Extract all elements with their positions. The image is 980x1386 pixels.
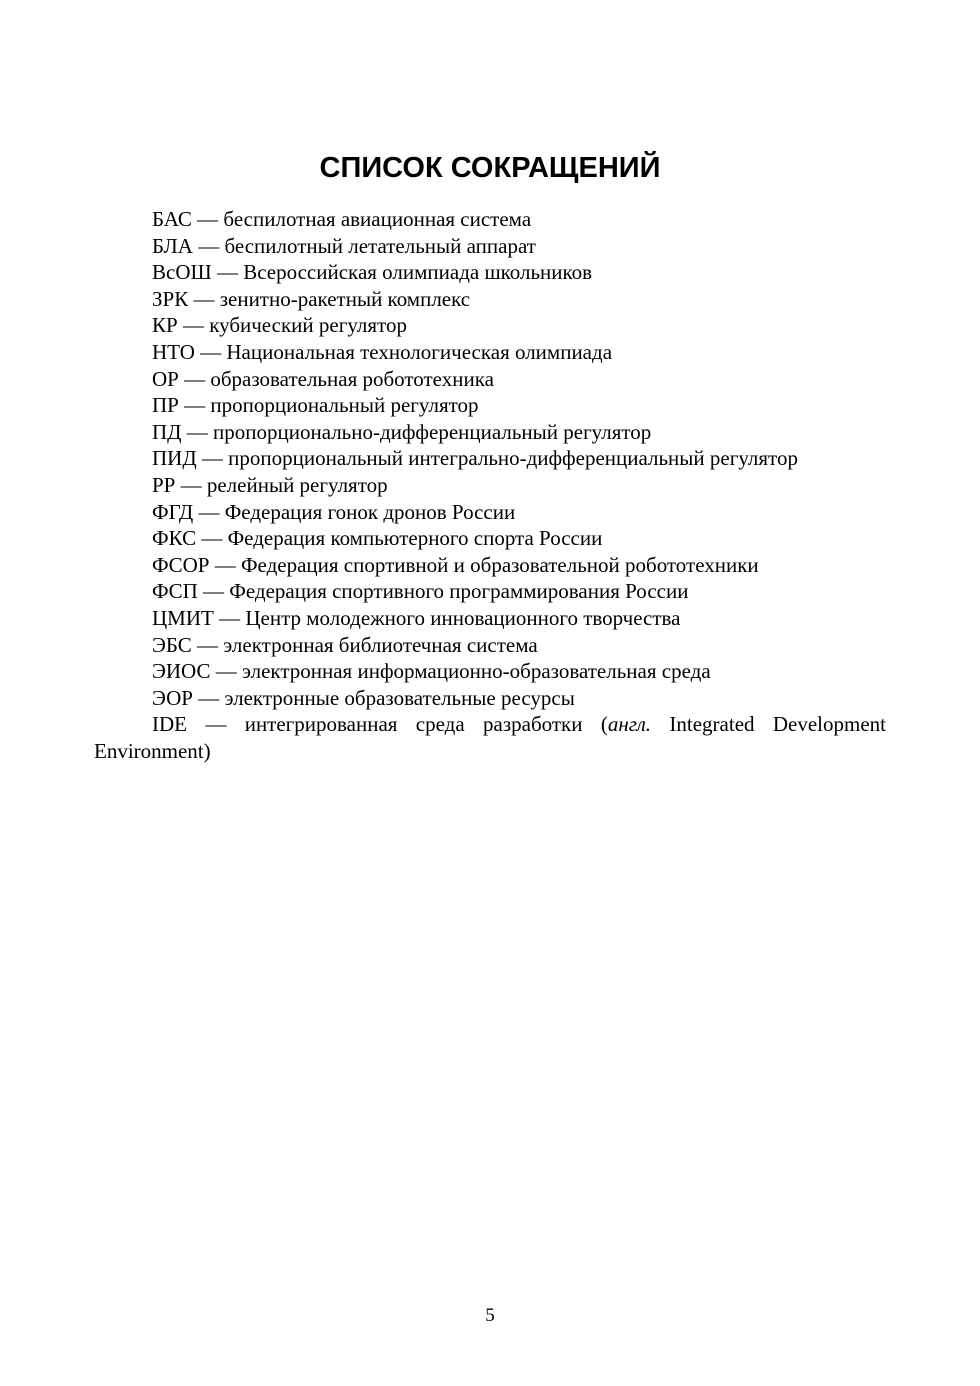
abbreviation: ФКС — [152, 526, 197, 551]
abbreviation: ПД — [152, 419, 182, 444]
abbreviation: БАС — [152, 207, 192, 231]
definition: пропорциональный интегрально-дифференциальный регулятор — [228, 446, 798, 471]
separator: — — [209, 552, 241, 577]
abbreviation: ВсОШ — [152, 260, 212, 285]
list-item-ide — [94, 711, 886, 764]
definition: пропорциональный регулятор — [210, 393, 479, 418]
language-note: англ. — [607, 712, 652, 737]
list-item — [94, 499, 886, 526]
list-item — [94, 233, 886, 260]
definition: релейный регулятор — [206, 472, 388, 497]
abbreviation: БЛА — [152, 233, 193, 258]
separator: — — [196, 446, 229, 471]
definition: кубический регулятор — [209, 313, 407, 338]
list-item — [94, 445, 886, 472]
definition: зенитно-ракетный комплекс — [219, 286, 471, 311]
definition: электронные образовательные ресурсы — [224, 685, 575, 710]
abbreviation: ЗРК — [152, 286, 189, 311]
list-item — [94, 312, 886, 339]
separator: — — [187, 712, 245, 737]
abbreviation: КР — [152, 313, 178, 338]
definition: беспилотный летательный аппарат — [224, 233, 536, 258]
list-item — [94, 339, 886, 366]
definition: Федерация спортивной и образовательной робототехники — [240, 552, 759, 577]
abbreviation: ЭОР — [152, 685, 193, 710]
definition: электронная информационно-образовательная среда — [241, 659, 711, 684]
list-item — [94, 206, 886, 233]
separator: — — [188, 286, 220, 311]
list-item — [94, 472, 886, 499]
separator: — — [181, 419, 213, 444]
abbreviation: ПИД — [152, 446, 197, 471]
list-item — [94, 259, 886, 286]
separator: — — [210, 659, 242, 684]
separator: — — [191, 632, 224, 657]
list-item — [94, 658, 886, 685]
separator: — — [191, 207, 224, 231]
abbreviation: ЦМИТ — [152, 605, 214, 630]
abbreviation: ЭБС — [152, 632, 192, 657]
list-item — [94, 632, 886, 659]
list-item — [94, 685, 886, 712]
abbreviation: ПР — [152, 393, 179, 418]
page-number: 5 — [485, 1305, 495, 1326]
list-item — [94, 605, 886, 632]
separator: — — [177, 313, 210, 338]
list-item — [94, 525, 886, 552]
list-item — [94, 419, 886, 446]
separator: — — [192, 233, 225, 258]
definition: интегрированная среда разработки ( — [244, 712, 608, 737]
definition: Федерация гонок дронов России — [224, 499, 516, 524]
separator: — — [213, 605, 246, 630]
separator: — — [193, 499, 225, 524]
list-item — [94, 366, 886, 393]
definition: Центр молодежного инновационного творчества — [245, 605, 681, 630]
definition: Всероссийская олимпиада школьников — [243, 260, 593, 285]
separator: — — [178, 366, 211, 391]
separator: — — [196, 526, 228, 551]
definition: пропорционально-дифференциальный регулятор — [213, 419, 652, 444]
abbreviation: ЭИОС — [152, 659, 211, 684]
english-term: Integrated Development Environment) — [94, 712, 887, 763]
abbreviation: РР — [152, 472, 176, 497]
definition: электронная библиотечная система — [223, 632, 538, 657]
list-item — [94, 552, 886, 579]
separator: — — [197, 579, 230, 604]
definition: образовательная робототехника — [210, 366, 494, 391]
separator: — — [211, 260, 244, 285]
abbreviation: IDE — [152, 712, 187, 737]
separator: — — [178, 393, 211, 418]
definition: Национальная технологическая олимпиада — [226, 339, 613, 364]
list-item — [94, 392, 886, 419]
abbreviation: ФГД — [152, 499, 194, 524]
definition: Федерация компьютерного спорта России — [227, 526, 603, 551]
abbreviation: ОР — [152, 366, 179, 391]
abbreviation-list — [94, 206, 886, 764]
definition: Федерация спортивного программирования России — [229, 579, 689, 604]
separator: — — [194, 339, 227, 364]
abbreviation: ФСП — [152, 579, 198, 604]
abbreviation: ФСОР — [152, 552, 210, 577]
abbreviation: НТО — [152, 339, 195, 364]
definition: беспилотная авиационная система — [223, 207, 532, 231]
separator: — — [192, 685, 225, 710]
list-item — [94, 286, 886, 313]
separator: — — [175, 472, 207, 497]
list-item — [94, 578, 886, 605]
page-title: СПИСОК СОКРАЩЕНИЙ — [319, 152, 661, 184]
